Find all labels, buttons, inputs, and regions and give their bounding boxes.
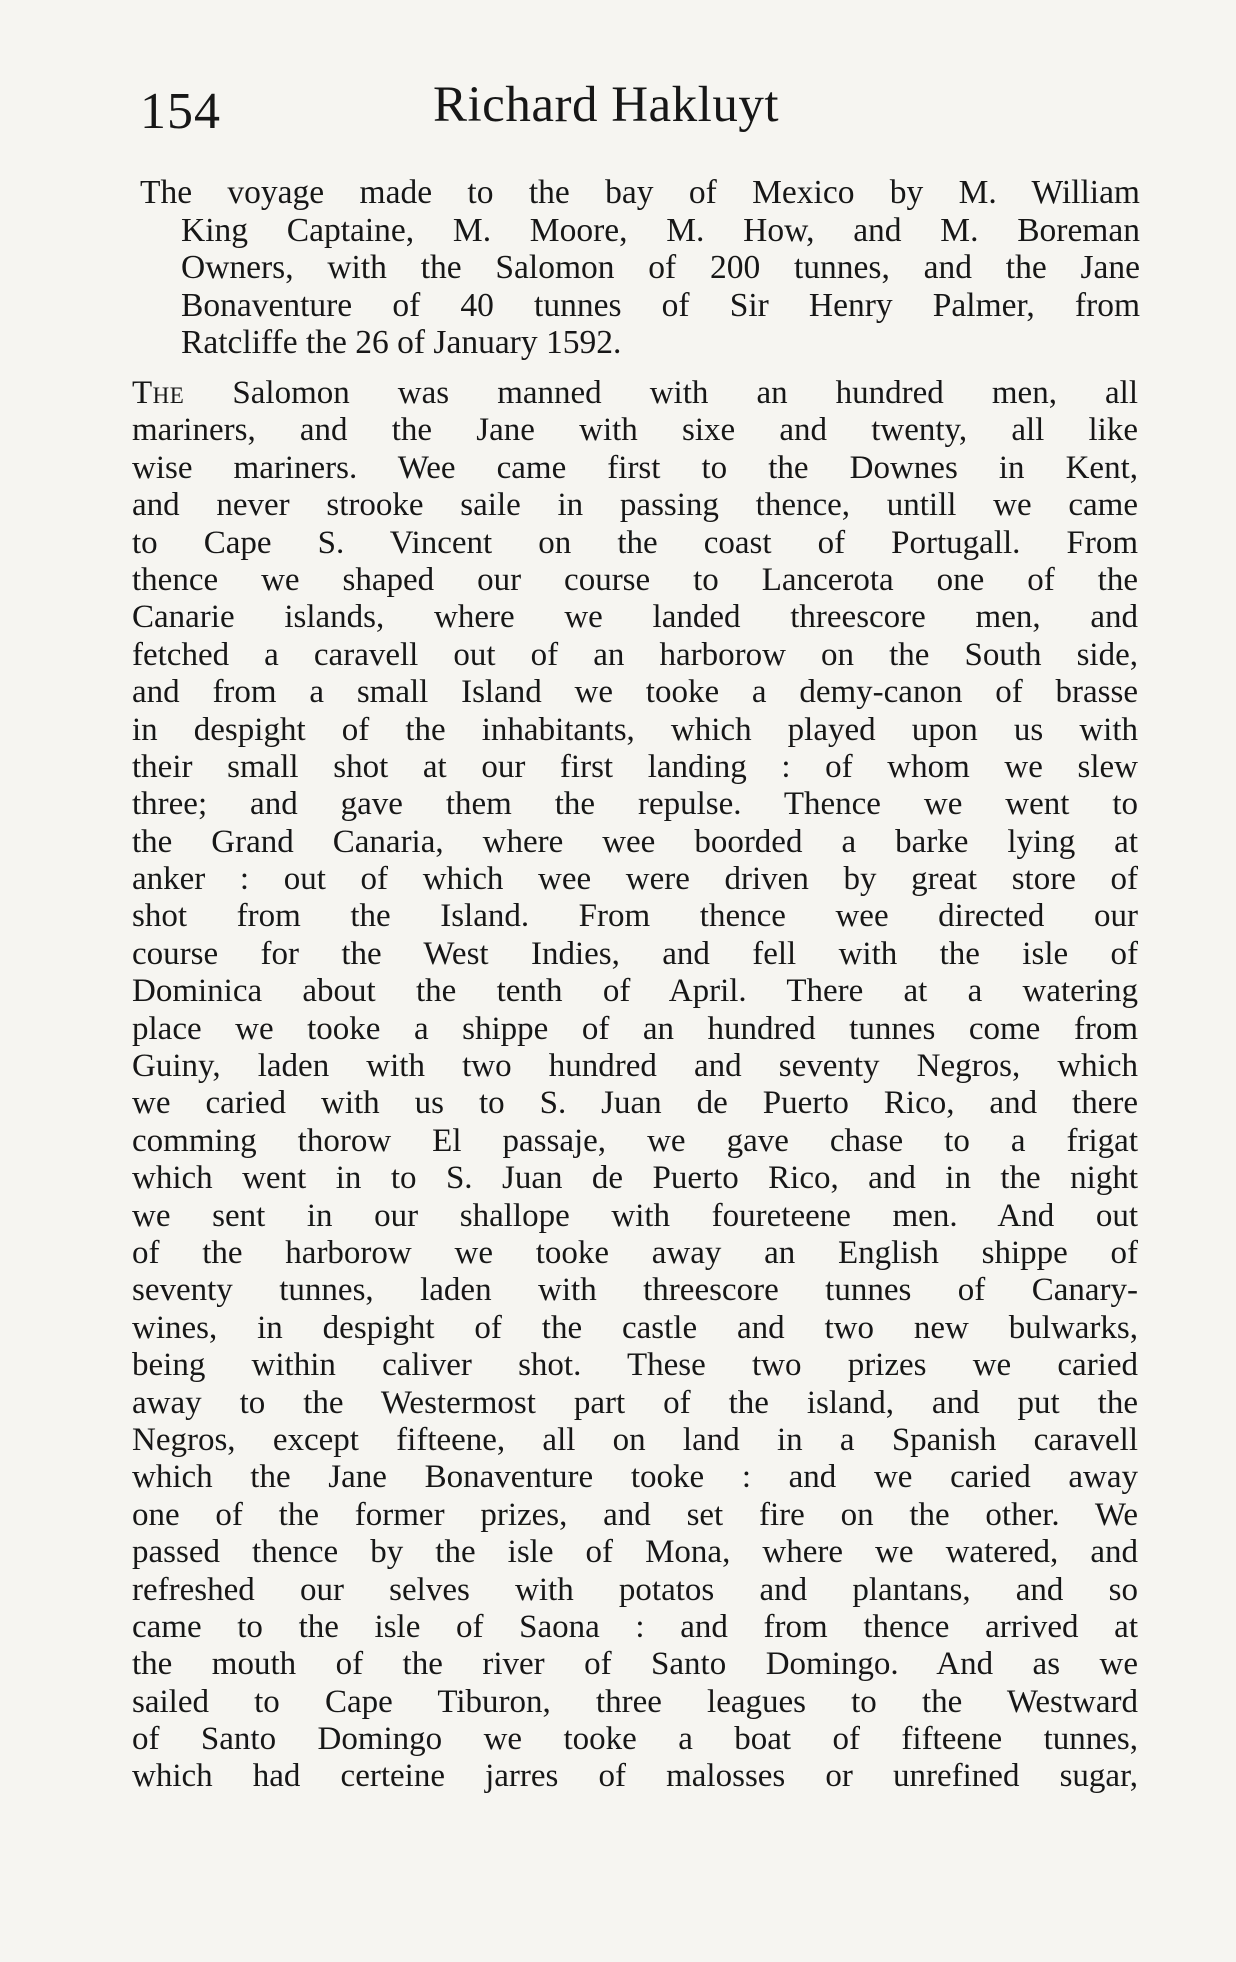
body-line: comming thorow El passaje, we gave chase to a frigat	[132, 1122, 1138, 1159]
body-line: shot from the Island. From thence wee directed our	[132, 898, 1138, 935]
body-line: their small shot at our first landing : of whom we slew	[132, 748, 1138, 785]
body-line: refreshed our selves with potatos and plantans, and so	[132, 1571, 1138, 1608]
body-line: of Santo Domingo we tooke a boat of fifteene tunnes,	[132, 1721, 1138, 1758]
body-text	[132, 375, 1138, 1796]
heading-line: The voyage made to the bay of Mexico by M. William	[140, 174, 1140, 211]
heading-line: King Captaine, M. Moore, M. How, and M. Boreman	[181, 211, 1140, 249]
body-line: we caried with us to S. Juan de Puerto Rico, and there	[132, 1085, 1138, 1122]
body-line: wines, in despight of the castle and two new bulwarks,	[132, 1309, 1138, 1346]
body-line: sailed to Cape Tiburon, three leagues to the Westward	[132, 1683, 1138, 1720]
body-line: being within caliver shot. These two prizes we caried	[132, 1347, 1138, 1384]
body-line: which had certeine jarres of malosses or unrefined sugar,	[132, 1758, 1138, 1795]
body-line: thence we shaped our course to Lancerota one of the	[132, 561, 1138, 598]
body-line: Guiny, laden with two hundred and seventy Negros, which	[132, 1048, 1138, 1085]
first-line-text: Salomon was manned with an hundred men, all	[184, 375, 1138, 411]
body-line: in despight of the inhabitants, which played upon us with	[132, 711, 1138, 748]
body-line: the Grand Canaria, where wee boorded a barke lying at	[132, 823, 1138, 860]
body-line: and from a small Island we tooke a demy-canon of brasse	[132, 674, 1138, 711]
body-line: passed thence by the isle of Mona, where we watered, and	[132, 1534, 1138, 1571]
body-line: came to the isle of Saona : and from thence arrived at	[132, 1608, 1138, 1645]
opening-word: The	[132, 375, 185, 411]
body-line: away to the Westermost part of the island, and put the	[132, 1384, 1138, 1421]
body-line: and never strooke saile in passing thence, untill we came	[132, 487, 1138, 524]
heading-line: Bonaventure of 40 tunnes of Sir Henry Palmer, from	[181, 286, 1140, 324]
body-line: to Cape S. Vincent on the coast of Portugall. From	[132, 524, 1138, 561]
body-line: anker : out of which wee were driven by great store of	[132, 861, 1138, 898]
heading-line: Owners, with the Salomon of 200 tunnes, and the Jane	[181, 249, 1140, 287]
body-first-line	[132, 375, 1138, 412]
body-line: which the Jane Bonaventure tooke : and we caried away	[132, 1459, 1138, 1496]
body-line: one of the former prizes, and set fire on the other. We	[132, 1496, 1138, 1533]
chapter-heading	[140, 174, 1140, 362]
body-line: course for the West Indies, and fell with the isle of	[132, 935, 1138, 972]
body-line: the mouth of the river of Santo Domingo. And as we	[132, 1646, 1138, 1683]
running-head: Richard Hakluyt	[433, 77, 779, 133]
body-line: wise mariners. Wee came first to the Downes in Kent,	[132, 449, 1138, 486]
heading-line: Ratcliffe the 26 of January 1592.	[181, 324, 622, 362]
body-line: Dominica about the tenth of April. There at a watering	[132, 973, 1138, 1010]
body-line: three; and gave them the repulse. Thence we went to	[132, 786, 1138, 823]
body-line: of the harborow we tooke away an English shippe of	[132, 1234, 1138, 1271]
body-line: place we tooke a shippe of an hundred tunnes come from	[132, 1010, 1138, 1047]
body-line: mariners, and the Jane with sixe and twenty, all like	[132, 412, 1138, 449]
page-number: 154	[140, 83, 221, 140]
body-line: we sent in our shallope with foureteene men. And out	[132, 1197, 1138, 1234]
body-line: Negros, except fifteene, all on land in a Spanish caravell	[132, 1421, 1138, 1458]
body-line: fetched a caravell out of an harborow on the South side,	[132, 636, 1138, 673]
body-line: which went in to S. Juan de Puerto Rico, and in the night	[132, 1160, 1138, 1197]
body-line: seventy tunnes, laden with threescore tunnes of Canary-	[132, 1272, 1138, 1309]
body-line: Canarie islands, where we landed threescore men, and	[132, 599, 1138, 636]
